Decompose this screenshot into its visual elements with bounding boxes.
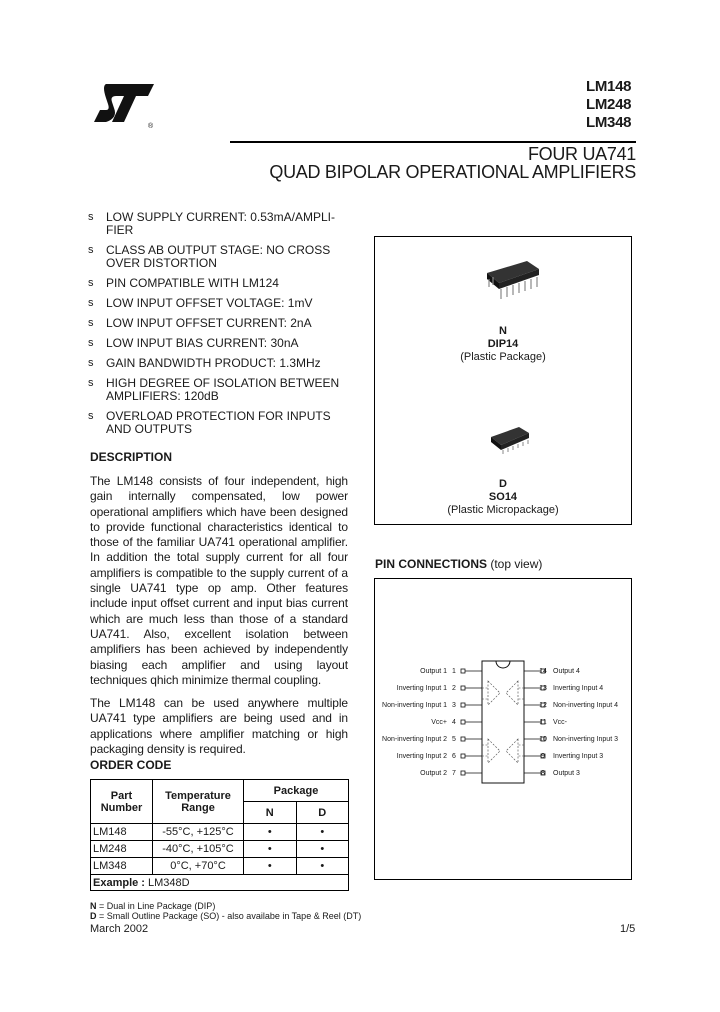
cell-part: LM248 — [91, 841, 153, 858]
feature-text: HIGH DEGREE OF ISOLATION BETWEEN AMPLIFIERS: 120dB — [106, 376, 340, 403]
example-label: Example : — [93, 876, 145, 889]
pin-number: 10 — [539, 736, 547, 743]
bullet: s — [88, 277, 94, 289]
example-value: LM348D — [148, 876, 190, 889]
bullet: s — [88, 357, 94, 369]
registered-mark: ® — [148, 123, 154, 130]
page-number: 1/5 — [620, 923, 636, 935]
pin-number: 11 — [539, 719, 547, 726]
pin-number: 2 — [452, 685, 456, 692]
feature-item — [88, 317, 350, 330]
feature-text: LOW INPUT OFFSET CURRENT: 2nA — [106, 316, 312, 330]
feature-list — [88, 211, 350, 443]
example-cell — [91, 875, 349, 891]
pin-label-left: Output 1 — [420, 668, 447, 675]
feature-item — [88, 357, 350, 370]
pin-heading-sub: (top view) — [487, 557, 543, 571]
pin-number: 9 — [541, 753, 545, 760]
package-desc: (Plastic Package) — [460, 351, 546, 363]
pin-label-right: Inverting Input 4 — [553, 685, 604, 692]
cell-temp: -40°C, +105°C — [153, 841, 244, 858]
pin-label-left: Non-inverting Input 1 — [382, 702, 447, 709]
header-n: N — [244, 802, 297, 824]
footnote-key: D — [90, 911, 97, 921]
order-code-table — [90, 779, 349, 891]
st-logo — [92, 82, 160, 130]
pin-label-right: Output 3 — [553, 770, 580, 777]
package-box — [374, 236, 632, 525]
pin-label-left: Output 2 — [420, 770, 447, 777]
cell-d: • — [296, 841, 349, 858]
pin-label-right: Output 4 — [553, 668, 580, 675]
pin-label-right: Vcc- — [553, 719, 567, 726]
feature-item — [88, 277, 350, 290]
pin-number: 4 — [452, 719, 456, 726]
part-numbers — [586, 78, 631, 132]
bullet: s — [88, 297, 94, 309]
feature-item — [88, 244, 350, 270]
bullet: s — [88, 211, 94, 223]
package-footnotes — [90, 901, 361, 921]
title-line-1: FOUR UA741 — [527, 144, 636, 164]
table-header-row — [91, 780, 349, 802]
pin-number: 8 — [541, 770, 545, 777]
table-row — [91, 824, 349, 841]
feature-text: OVERLOAD PROTECTION FOR INPUTS AND OUTPUTS — [106, 409, 331, 436]
feature-text: CLASS AB OUTPUT STAGE: NO CROSS OVER DISTORTION — [106, 243, 331, 270]
feature-item — [88, 297, 350, 310]
title-line-2: QUAD BIPOLAR OPERATIONAL AMPLIFIERS — [269, 162, 636, 182]
cell-part: LM348 — [91, 858, 153, 875]
package-label-so — [375, 478, 631, 517]
cell-d: • — [296, 858, 349, 875]
header-d: D — [296, 802, 349, 824]
cell-n: • — [244, 841, 297, 858]
bullet: s — [88, 410, 94, 422]
pin-number: 1 — [452, 668, 456, 675]
feature-item — [88, 337, 350, 350]
package-label-dip — [375, 325, 631, 364]
package-letter: N — [499, 325, 507, 337]
feature-item — [88, 211, 350, 237]
package-name: SO14 — [488, 491, 518, 503]
bullet: s — [88, 377, 94, 389]
header-package: Package — [244, 780, 349, 802]
title-rule — [230, 141, 636, 143]
pin-number: 3 — [452, 702, 456, 709]
cell-temp: 0°C, +70°C — [153, 858, 244, 875]
header-temp-text: Temperature Range — [165, 789, 231, 814]
pin-number: 7 — [452, 770, 456, 777]
part-number: LM248 — [586, 96, 632, 113]
header-part — [91, 780, 153, 824]
package-desc: (Plastic Micropackage) — [447, 504, 559, 516]
bullet: s — [88, 244, 94, 256]
pin-connections-heading — [375, 557, 542, 571]
cell-n: • — [244, 858, 297, 875]
feature-text: LOW INPUT BIAS CURRENT: 30nA — [106, 336, 299, 350]
feature-text: GAIN BANDWIDTH PRODUCT: 1.3MHz — [106, 356, 321, 370]
footnote-d — [90, 911, 361, 921]
description-heading: DESCRIPTION — [90, 450, 173, 464]
pin-connections-box — [374, 578, 632, 880]
pin-number: 5 — [452, 736, 456, 743]
feature-item — [88, 410, 350, 436]
part-number: LM148 — [586, 78, 632, 95]
package-name: DIP14 — [487, 338, 519, 350]
pin-label-right: Non-inverting Input 3 — [553, 736, 618, 743]
pin-number: 6 — [452, 753, 456, 760]
description-paragraph: The LM148 can be used anywhere multiple UA741 type amplifiers are being used and in applications where amplifier matching or high packaging density is required. — [90, 696, 348, 757]
feature-text: PIN COMPATIBLE WITH LM124 — [106, 276, 279, 290]
pin-label-right: Inverting Input 3 — [553, 753, 604, 760]
table-row-example — [91, 875, 349, 891]
footnote-n — [90, 901, 361, 911]
package-letter: D — [499, 478, 507, 490]
order-code-heading: ORDER CODE — [90, 758, 172, 772]
table-row — [91, 841, 349, 858]
cell-part: LM148 — [91, 824, 153, 841]
bullet: s — [88, 317, 94, 329]
pin-label-right: Non-inverting Input 4 — [553, 702, 618, 709]
so14-package-image — [487, 423, 533, 459]
header-temp — [153, 780, 244, 824]
pin-heading-bold: PIN CONNECTIONS — [375, 557, 488, 571]
cell-temp: -55°C, +125°C — [153, 824, 244, 841]
pin-label-left: Inverting Input 2 — [396, 753, 447, 760]
doc-date: March 2002 — [90, 923, 149, 935]
feature-text: LOW INPUT OFFSET VOLTAGE: 1mV — [106, 296, 313, 310]
pin-number: 12 — [539, 702, 547, 709]
footnote-key: N — [90, 901, 97, 911]
description-paragraph: The LM148 consists of four independent, high gain internally compensated, low power operational amplifiers which have been designed to provide functional characteristics identical to those of the familiar UA741 operational amplifier. In addition the total supply current for all four amplifiers is compatible to the supply current of a single UA741 type op amp. Other features include input offset current and input bias current which are much less than those of a standard UA741. Also, excellent isolation between amplifiers has been achieved by independently biasing each amplifier and using layout techniques qhich minimize thermal coupling. — [90, 474, 348, 687]
pin-number: 13 — [539, 685, 547, 692]
description-body — [90, 474, 348, 765]
pinout-diagram — [458, 659, 548, 789]
cell-n: • — [244, 824, 297, 841]
pin-number: 14 — [539, 668, 547, 675]
part-number: LM348 — [586, 114, 632, 131]
dip14-package-image — [483, 257, 543, 303]
cell-d: • — [296, 824, 349, 841]
header-part-text: Part Number — [100, 789, 143, 814]
pin-label-left: Inverting Input 1 — [396, 685, 447, 692]
footnote-text: = Dual in Line Package (DIP) — [96, 901, 216, 911]
bullet: s — [88, 337, 94, 349]
footnote-text: = Small Outline Package (SO) - also availabe in Tape & Reel (DT) — [96, 911, 362, 921]
feature-text: LOW SUPPLY CURRENT: 0.53mA/AMPLI- FIER — [106, 210, 335, 237]
pin-label-left: Vcc+ — [431, 719, 447, 726]
table-row — [91, 858, 349, 875]
feature-item — [88, 377, 350, 403]
pin-label-left: Non-inverting Input 2 — [382, 736, 447, 743]
